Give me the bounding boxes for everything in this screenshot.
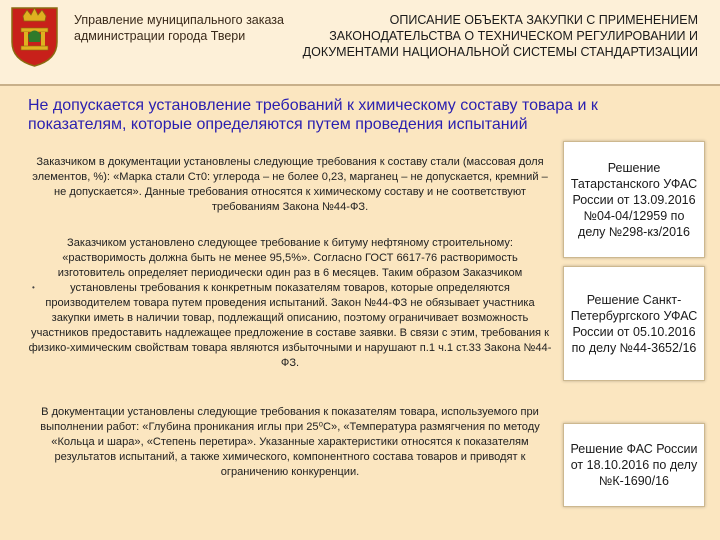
decision-box-tatarstan <box>563 141 705 258</box>
document-title: ОПИСАНИЕ ОБЪЕКТА ЗАКУПКИ С ПРИМЕНЕНИЕМ ЗАКОНОДАТЕЛЬСТВА О ТЕХНИЧЕСКОМ РЕГУЛИРОВАНИИ И ДОКУМЕНТАМИ НАЦИОНАЛЬНОЙ СИСТЕМЫ СТАНДАРТИЗАЦИИ <box>302 13 698 59</box>
bullet-dot-icon: • <box>32 283 35 292</box>
city-crest-icon <box>9 4 60 68</box>
header <box>0 0 720 84</box>
paragraph-test-indicators: В документации установлены следующие требования к показателям товара, используемого при выполнении работ: «Глубина проникания иглы при 25⁰С», «Температура размягчения по методу «Кольца и шара», «Степень перетира». Указанные характеристики относятся к показателям результатов испытаний, а также химического, компонентного состава товаров и приводят к ограничению конкуренции. <box>40 406 540 478</box>
decision-text: Решение ФАС России от 18.10.2016 по делу №К-1690/16 <box>570 442 698 488</box>
decision-text: Решение Санкт-Петербургского УФАС России от 05.10.2016 по делу №44-3652/16 <box>570 292 698 355</box>
decision-box-spb <box>563 266 705 381</box>
decision-text: Решение Татарстанского УФАС России от 13.09.2016 №04-04/12959 по делу №298-кз/2016 <box>570 160 698 239</box>
header-divider <box>0 84 720 86</box>
paragraph-steel-composition: Заказчиком в документации установлены следующие требования к составу стали (массовая доля элементов, %): «Марка стали Ст0: углерода – не более 0,23, марганец – не допускается, кремний – не допускается». Данные требования относятся к химическому составу и не соответствуют требованиям Закона №44-ФЗ. <box>32 156 548 213</box>
paragraph-bitumen: Заказчиком установлено следующее требование к битуму нефтяному строительному: «растворимость должна быть не менее 95,5%». Согласно ГОСТ 6617-76 растворимость изготовитель определяет периодически один раз в 6 месяцев. Таким образом Заказчиком установлены требования к конкретным показателям товаров, которые определяются производителем товара путем проведения испытаний. Закон №44-ФЗ не обязывает участника закупки иметь в наличии товар, подлежащий описанию, поэтому ограничивает возможность участников предоставить надлежащее предложение в составе заявки. В связи с этим, требования к физико-химическим свойствам товара являются избыточными и нарушают п.1 ч.1 ст.33 Закона №44-ФЗ. <box>28 237 552 369</box>
organization-name: Управление муниципального заказа администрации города Твери <box>74 13 284 43</box>
decision-box-fas <box>563 423 705 507</box>
slide-subtitle: Не допускается установление требований к химическому составу товара и к показателям, которые определяются путем проведения испытаний <box>28 97 598 133</box>
